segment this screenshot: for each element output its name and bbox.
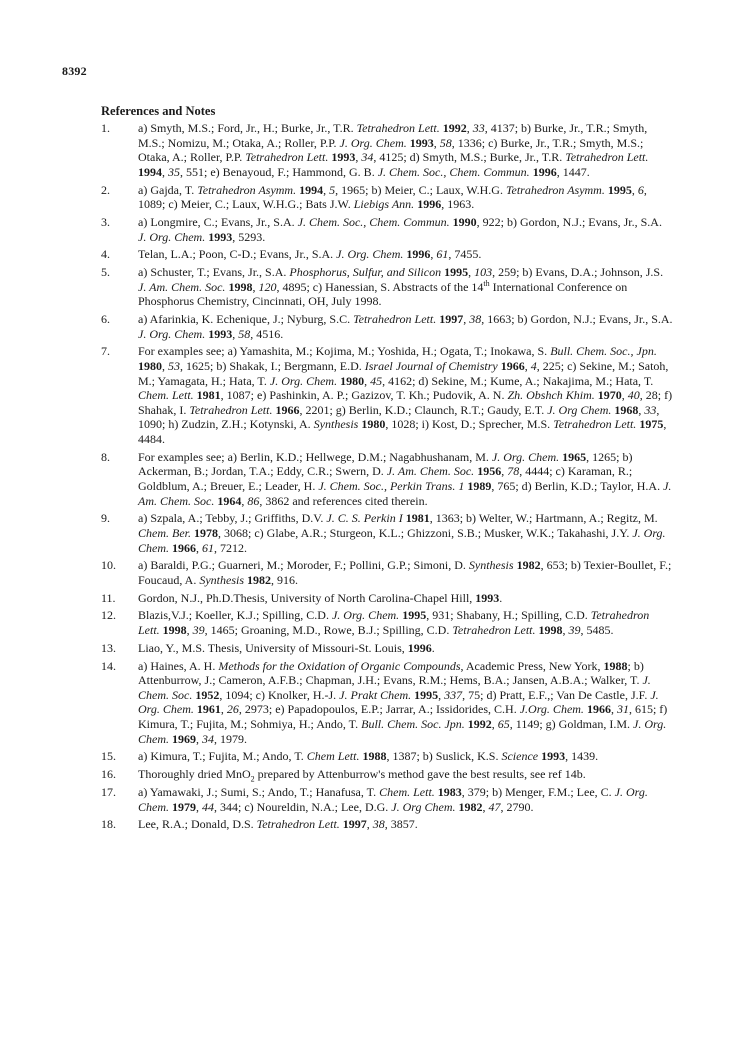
reference-number: 16. bbox=[101, 767, 116, 782]
reference-number: 18. bbox=[101, 817, 116, 832]
reference-item bbox=[101, 641, 673, 656]
reference-item bbox=[101, 183, 673, 212]
reference-number: 12. bbox=[101, 608, 116, 623]
reference-text: a) Kimura, T.; Fujita, M.; Ando, T. Chem Lett. 1988, 1387; b) Suslick, K.S. Science 1993, 1439. bbox=[138, 749, 599, 764]
reference-number: 13. bbox=[101, 640, 116, 655]
reference-number: 5. bbox=[101, 265, 110, 280]
reference-number: 4. bbox=[101, 247, 110, 262]
reference-number: 10. bbox=[101, 558, 116, 573]
reference-text: Liao, Y., M.S. Thesis, University of Missouri-St. Louis, 1996. bbox=[138, 640, 435, 655]
reference-item bbox=[101, 247, 673, 262]
reference-text: a) Smyth, M.S.; Ford, Jr., H.; Burke, Jr., T.R. Tetrahedron Lett. 1992, 33, 4137; b) Burke, Jr., T.R.; Smyth, M.S.; Nomizu, M.; Otaka, A.; Roller, P.P. J. Org. Chem. 1993, 58, 1336; c) Burke, Jr., T.R.; Smyth, M.S.; Otaka, A.; Roller, P.P. Tetrahedron Lett. 1993, 34, 4125; d) Smyth, M.S.; Burke, Jr., T.R. Tetrahedron Lett. 1994, 35, 551; e) Benayoud, F.; Hammond, G. B. J. Chem. Soc., Chem. Commun. 1996, 1447. bbox=[138, 121, 649, 179]
reference-item bbox=[101, 344, 673, 446]
reference-item bbox=[101, 121, 673, 179]
reference-text: a) Schuster, T.; Evans, Jr., S.A. Phosphorus, Sulfur, and Silicon 1995, 103, 259; b) Evans, D.A.; Johnson, J.S. J. Am. Chem. Soc. 1998, 120, 4895; c) Hanessian, S. Abstracts of the 14th International Conference on Phosphorus Chemistry, Cincinnati, OH, July 1998. bbox=[138, 265, 664, 309]
reference-number: 7. bbox=[101, 344, 110, 359]
reference-number: 11. bbox=[101, 590, 116, 605]
reference-item bbox=[101, 312, 673, 341]
reference-list bbox=[101, 121, 673, 835]
reference-text: Lee, R.A.; Donald, D.S. Tetrahedron Lett. 1997, 38, 3857. bbox=[138, 817, 418, 832]
reference-text: For examples see; a) Yamashita, M.; Kojima, M.; Yoshida, H.; Ogata, T.; Inokawa, S. Bull. Chem. Soc., Jpn. 1980, 53, 1625; b) Shakak, I.; Bergmann, E.D. Israel Journal of Chemistry 1966, 4, 225; c) Sekine, M.; Satoh, M.; Yamagata, H.; Hata, T. J. Org. Chem. 1980, 45, 4162; d) Sekine, M.; Kume, A.; Nakajima, M.; Hata, T. Chem. Lett. 1981, 1087; e) Pashinkin, A. P.; Gazizov, T. Kh.; Pudovik, A. N. Zh. Obshch Khim. 1970, 40, 28; f) Shahak, I. Tetrahedron Lett. 1966, 2201; g) Berlin, K.D.; Claunch, R.T.; Gaudy, E.T. J. Org Chem. 1968, 33, 1090; h) Zudzin, Z.H.; Kotynski, A. Synthesis 1980, 1028; i) Kost, D.; Sprecher, M.S. Tetrahedron Lett. 1975, 4484. bbox=[138, 344, 673, 446]
reference-number: 6. bbox=[101, 312, 110, 327]
reference-item bbox=[101, 265, 673, 309]
reference-item bbox=[101, 817, 673, 832]
reference-number: 14. bbox=[101, 658, 116, 673]
section-heading: References and Notes bbox=[101, 104, 216, 118]
reference-item bbox=[101, 659, 673, 747]
reference-item bbox=[101, 591, 673, 606]
reference-number: 15. bbox=[101, 749, 116, 764]
reference-item bbox=[101, 785, 673, 814]
reference-text: For examples see; a) Berlin, K.D.; Hellwege, D.M.; Nagabhushanam, M. J. Org. Chem. 1965, 1265; b) Ackerman, B.; Jordan, T.A.; Eddy, C.R.; Swern, D. J. Am. Chem. Soc. 1956, 78, 4444; c) Karaman, R.; Goldblum, A.; Breuer, E.; Leader, H. J. Chem. Soc., Perkin Trans. 1 1989, 765; d) Berlin, K.D.; Taylor, H.A. J. Am. Chem. Soc. 1964, 86, 3862 and references cited therein. bbox=[138, 449, 672, 508]
reference-number: 3. bbox=[101, 214, 110, 229]
reference-number: 17. bbox=[101, 784, 116, 799]
reference-text: a) Afarinkia, K. Echenique, J.; Nyburg, S.C. Tetrahedron Lett. 1997, 38, 1663; b) Gordon, N.J.; Evans, Jr., S.A. J. Org. Chem. 1993, 58, 4516. bbox=[138, 312, 673, 341]
reference-item bbox=[101, 511, 673, 555]
reference-number: 2. bbox=[101, 182, 110, 197]
reference-text: a) Gajda, T. Tetrahedron Asymm. 1994, 5, 1965; b) Meier, C.; Laux, W.H.G. Tetrahedron Asymm. 1995, 6, 1089; c) Meier, C.; Laux, W.H.G.; Bats J.W. Liebigs Ann. 1996, 1963. bbox=[138, 182, 647, 212]
reference-text: Thoroughly dried MnO$_2$ prepared by Attenburrow's method gave the best results, see ref 14b. bbox=[138, 767, 586, 784]
reference-text: Blazis,V.J.; Koeller, K.J.; Spilling, C.D. J. Org. Chem. 1995, 931; Shabany, H.; Spilling, C.D. Tetrahedron Lett. 1998, 39, 1465; Groaning, M.D., Rowe, B.J.; Spilling, C.D. Tetrahedron Lett. 1998, 39, 5485. bbox=[138, 608, 650, 638]
reference-item bbox=[101, 450, 673, 508]
reference-number: 8. bbox=[101, 449, 110, 464]
reference-number: 9. bbox=[101, 511, 110, 526]
reference-text: a) Szpala, A.; Tebby, J.; Griffiths, D.V. J. C. S. Perkin I 1981, 1363; b) Welter, W.; Hartmann, A.; Regitz, M. Chem. Ber. 1978, 3068; c) Glabe, A.R.; Sturgeon, K.L.; Ghizzoni, S.B.; Musker, W.K.; Takahashi, J.Y. J. Org. Chem. 1966, 61, 7212. bbox=[138, 511, 666, 555]
reference-item bbox=[101, 749, 673, 764]
reference-item bbox=[101, 608, 673, 637]
page-number: 8392 bbox=[62, 64, 87, 78]
reference-text: Gordon, N.J., Ph.D.Thesis, University of North Carolina-Chapel Hill, 1993. bbox=[138, 590, 503, 605]
reference-text: Telan, L.A.; Poon, C-D.; Evans, Jr., S.A. J. Org. Chem. 1996, 61, 7455. bbox=[138, 247, 482, 262]
reference-number: 1. bbox=[101, 121, 110, 135]
reference-text: a) Baraldi, P.G.; Guarneri, M.; Moroder, F.; Pollini, G.P.; Simoni, D. Synthesis 1982, 653; b) Texier-Boullet, F.; Foucaud, A. Synthesis 1982, 916. bbox=[138, 558, 672, 587]
reference-item bbox=[101, 767, 673, 782]
reference-item bbox=[101, 215, 673, 244]
reference-text: a) Longmire, C.; Evans, Jr., S.A. J. Chem. Soc., Chem. Commun. 1990, 922; b) Gordon, N.J.; Evans, Jr., S.A. J. Org. Chem. 1993, 5293. bbox=[138, 214, 662, 244]
reference-item bbox=[101, 558, 673, 587]
reference-text: a) Haines, A. H. Methods for the Oxidation of Organic Compounds, Academic Press, New York, 1988; b) Attenburrow, J.; Cameron, A.F.B.; Chapman, J.H.; Evans, R.M.; Hems, B.A.; Jansen, A.B.A.; Walker, T. J. Chem. Soc. 1952, 1094; c) Knolker, H.-J. J. Prakt Chem. 1995, 337, 75; d) Pratt, E.F.,; Van De Castle, J.F. J. Org. Chem. 1961, 26, 2973; e) Papadopoulos, E.P.; Jarrar, A.; Issidorides, C.H. J.Org. Chem. 1966, 31, 615; f) Kimura, T.; Fujita, M.; Sohmiya, H.; Ando, T. Bull. Chem. Soc. Jpn. 1992, 65, 1149; g) Goldman, I.M. J. Org. Chem. 1969, 34, 1979. bbox=[138, 658, 668, 746]
reference-text: a) Yamawaki, J.; Sumi, S.; Ando, T.; Hanafusa, T. Chem. Lett. 1983, 379; b) Menger, F.M.; Lee, C. J. Org. Chem. 1979, 44, 344; c) Noureldin, N.A.; Lee, D.G. J. Org Chem. 1982, 47, 2790. bbox=[138, 784, 648, 814]
